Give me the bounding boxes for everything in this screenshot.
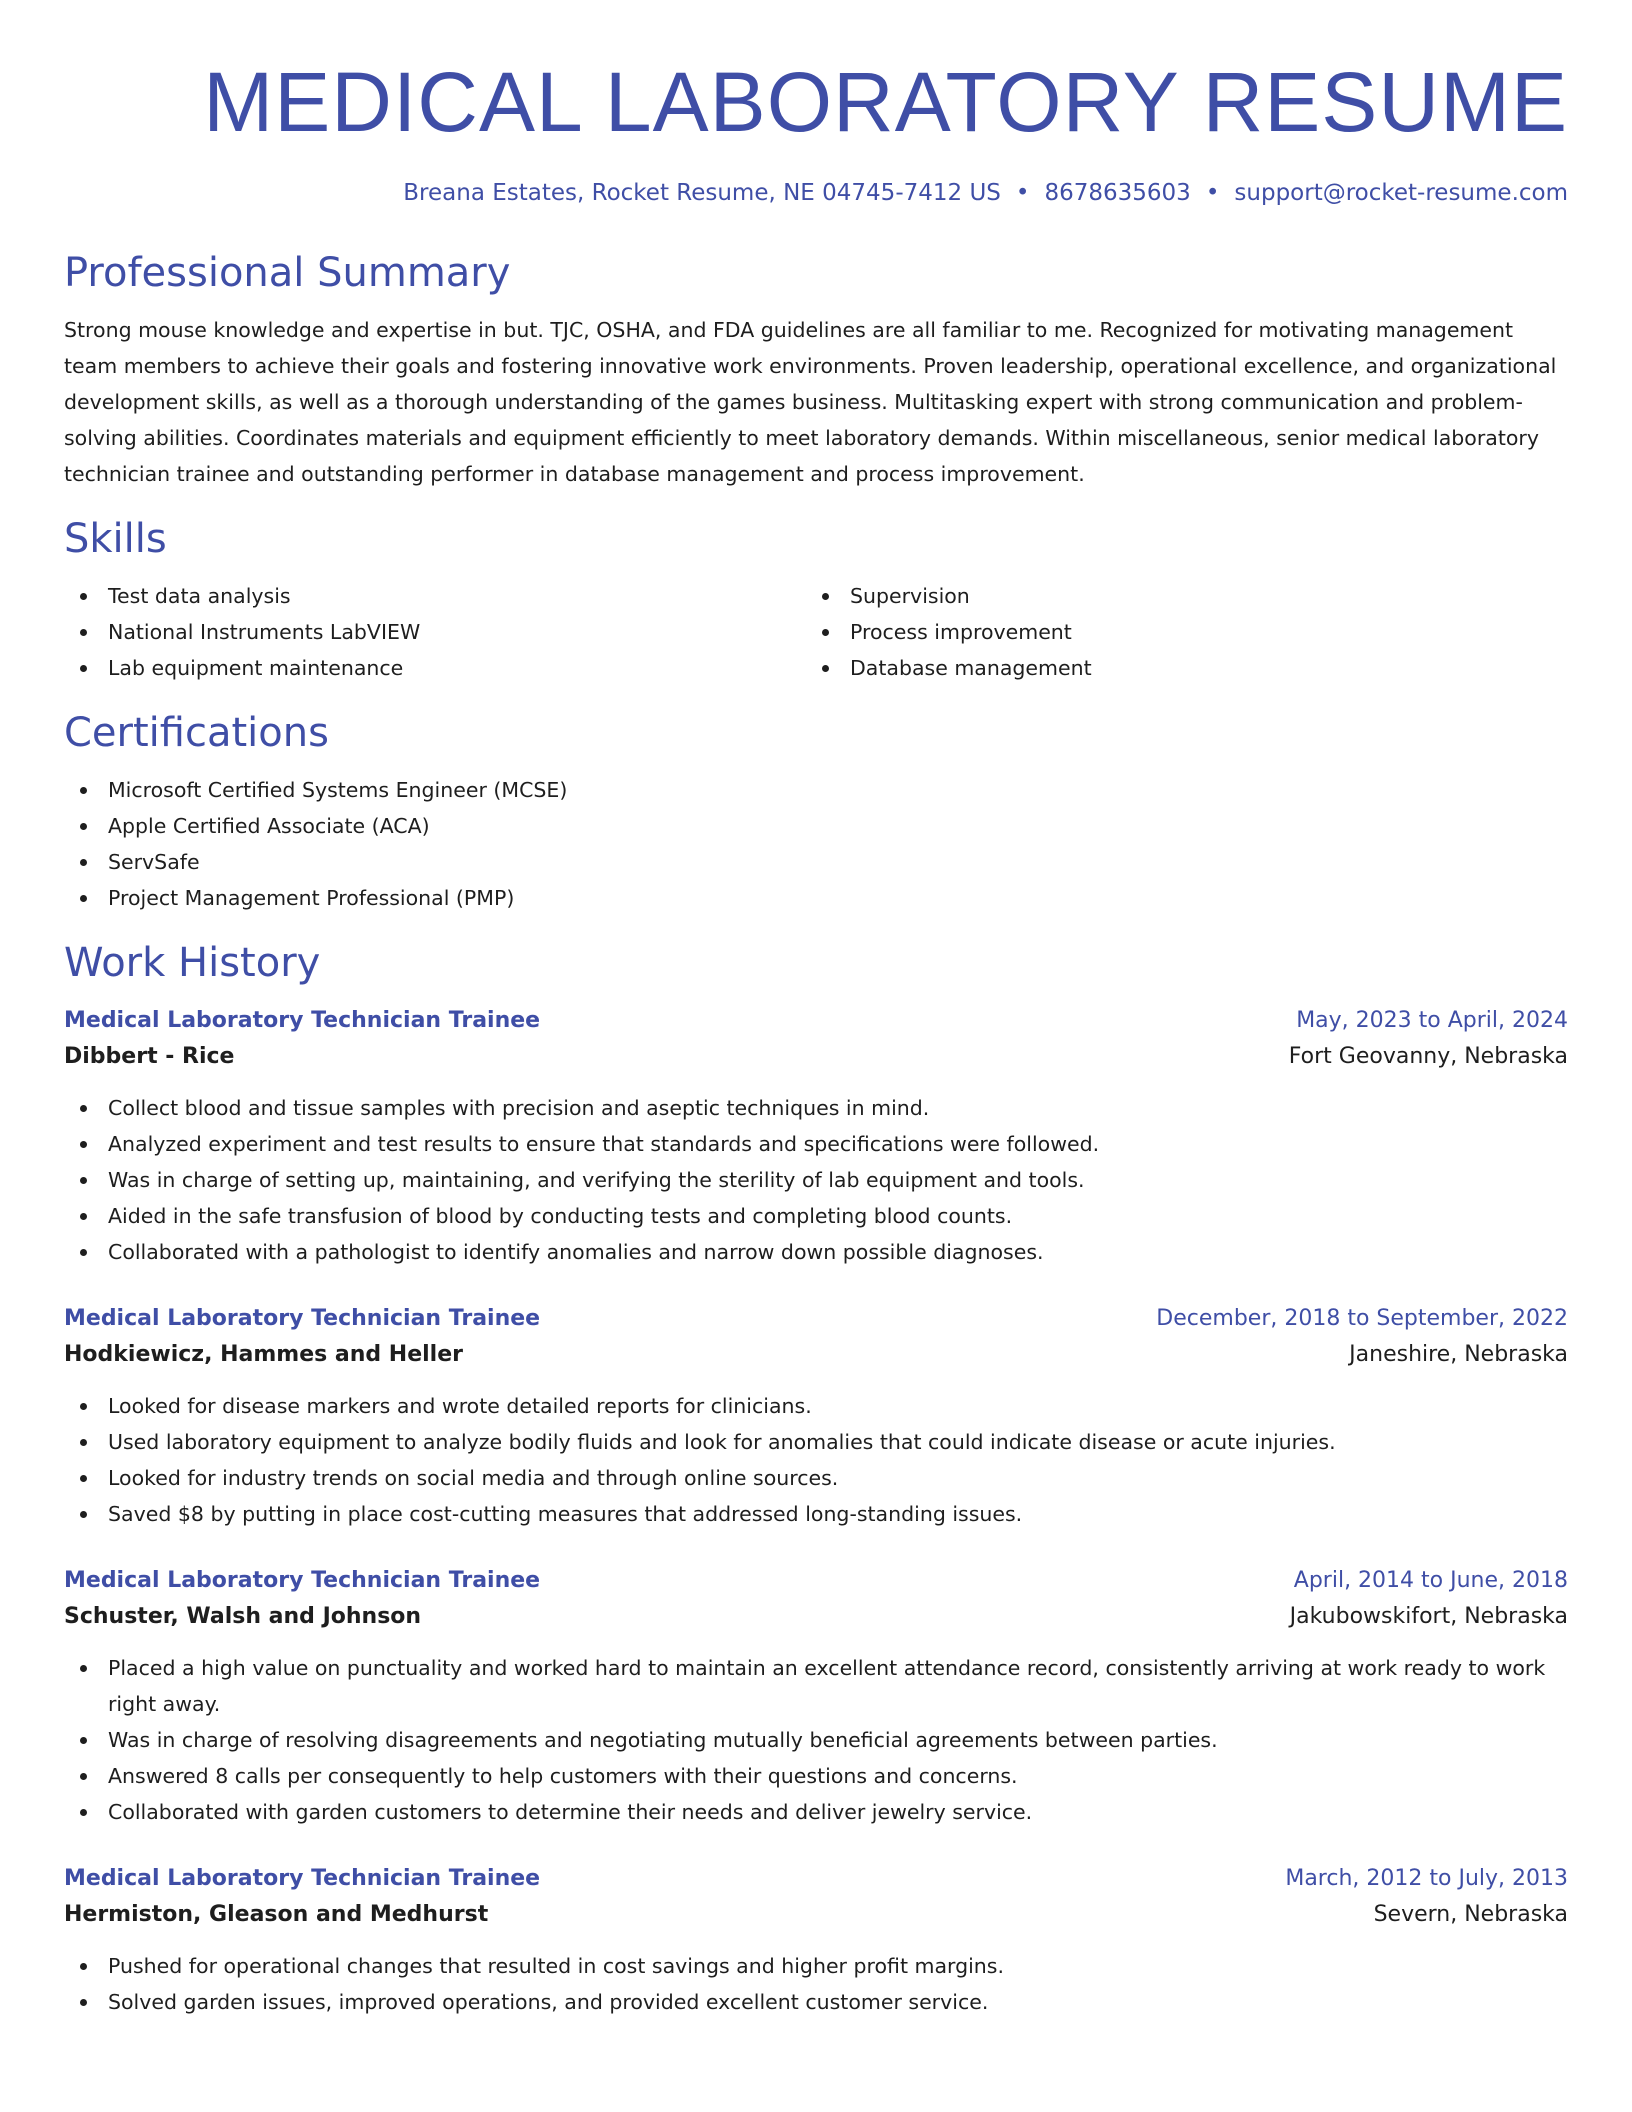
job-company-row xyxy=(64,1896,1568,1934)
resume-header xyxy=(64,0,1568,208)
job-title-row xyxy=(64,1564,1568,1598)
job-entry xyxy=(64,1302,1568,1532)
job-dates: April, 2014 to June, 2018 xyxy=(1293,1568,1568,1593)
job-bullet: Collect blood and tissue samples with precision and aseptic techniques in mind. xyxy=(64,1090,1568,1126)
job-bullet: Looked for industry trends on social media and through online sources. xyxy=(64,1460,1568,1496)
job-company: Hermiston, Gleason and Medhurst xyxy=(64,1902,489,1927)
job-bullets xyxy=(64,1650,1568,1830)
job-entry xyxy=(64,1004,1568,1270)
job-location: Jakubowskifort, Nebraska xyxy=(1289,1604,1568,1629)
job-company-row xyxy=(64,1038,1568,1076)
skill-item: National Instruments LabVIEW xyxy=(64,614,806,650)
job-company-row xyxy=(64,1598,1568,1636)
contact-separator: • xyxy=(1015,180,1030,206)
job-bullet: Was in charge of resolving disagreements and negotiating mutually beneficial agreements between parties. xyxy=(64,1722,1568,1758)
job-dates: May, 2023 to April, 2024 xyxy=(1296,1008,1568,1033)
contact-separator: • xyxy=(1205,180,1220,206)
job-bullet: Aided in the safe transfusion of blood by conducting tests and completing blood counts. xyxy=(64,1198,1568,1234)
job-bullets xyxy=(64,1388,1568,1532)
job-dates: December, 2018 to September, 2022 xyxy=(1156,1306,1568,1331)
certifications-list xyxy=(64,772,1568,916)
certification-item: Apple Certified Associate (ACA) xyxy=(64,808,1568,844)
job-bullet: Looked for disease markers and wrote detailed reports for clinicians. xyxy=(64,1388,1568,1424)
summary-section xyxy=(64,248,1568,492)
job-dates: March, 2012 to July, 2013 xyxy=(1285,1866,1568,1891)
skills-list-right xyxy=(806,578,1568,686)
job-title: Medical Laboratory Technician Trainee xyxy=(64,1866,541,1891)
skill-item: Process improvement xyxy=(806,614,1568,650)
certifications-section xyxy=(64,708,1568,916)
job-bullet: Collaborated with garden customers to determine their needs and deliver jewelry service. xyxy=(64,1794,1568,1830)
job-bullet: Was in charge of setting up, maintaining, and verifying the sterility of lab equipment and tools. xyxy=(64,1162,1568,1198)
contact-phone: 8678635603 xyxy=(1044,180,1191,206)
job-bullets xyxy=(64,1090,1568,1270)
skill-item: Lab equipment maintenance xyxy=(64,650,806,686)
skill-item: Database management xyxy=(806,650,1568,686)
job-title: Medical Laboratory Technician Trainee xyxy=(64,1306,541,1331)
job-entry xyxy=(64,1564,1568,1830)
job-title-row xyxy=(64,1004,1568,1038)
work-history-heading: Work History xyxy=(64,940,321,986)
job-location: Severn, Nebraska xyxy=(1373,1902,1568,1927)
job-location: Janeshire, Nebraska xyxy=(1349,1342,1568,1367)
contact-line xyxy=(64,178,1568,208)
skills-list-left xyxy=(64,578,806,686)
job-bullet: Used laboratory equipment to analyze bodily fluids and look for anomalies that could indicate disease or acute injuries. xyxy=(64,1424,1568,1460)
job-bullet: Analyzed experiment and test results to ensure that standards and specifications were followed. xyxy=(64,1126,1568,1162)
skills-grid xyxy=(64,578,1568,686)
job-bullet: Answered 8 calls per consequently to help customers with their questions and concerns. xyxy=(64,1758,1568,1794)
resume-title: MEDICAL LABORATORY RESUME xyxy=(203,55,1568,149)
job-title: Medical Laboratory Technician Trainee xyxy=(64,1568,541,1593)
certification-item: ServSafe xyxy=(64,844,1568,880)
job-title-row xyxy=(64,1862,1568,1896)
job-company: Hodkiewicz, Hammes and Heller xyxy=(64,1342,463,1367)
certifications-heading: Certifications xyxy=(64,710,329,756)
job-company-row xyxy=(64,1336,1568,1374)
certification-item: Microsoft Certified Systems Engineer (MCSE) xyxy=(64,772,1568,808)
job-bullet: Solved garden issues, improved operations, and provided excellent customer service. xyxy=(64,1984,1568,2020)
work-history-section xyxy=(64,938,1568,2020)
job-company: Dibbert - Rice xyxy=(64,1044,235,1069)
job-bullet: Pushed for operational changes that resulted in cost savings and higher profit margins. xyxy=(64,1948,1568,1984)
job-bullet: Placed a high value on punctuality and worked hard to maintain an excellent attendance record, consistently arriving at work ready to work right away. xyxy=(64,1650,1568,1722)
job-company: Schuster, Walsh and Johnson xyxy=(64,1604,422,1629)
summary-heading: Professional Summary xyxy=(64,250,511,296)
contact-address: Breana Estates, Rocket Resume, NE 04745-7412 US xyxy=(403,180,1001,206)
job-title: Medical Laboratory Technician Trainee xyxy=(64,1008,541,1033)
job-bullet: Collaborated with a pathologist to identify anomalies and narrow down possible diagnoses. xyxy=(64,1234,1568,1270)
job-title-row xyxy=(64,1302,1568,1336)
skills-heading: Skills xyxy=(64,516,167,562)
job-bullets xyxy=(64,1948,1568,2020)
job-bullet: Saved $8 by putting in place cost-cutting measures that addressed long-standing issues. xyxy=(64,1496,1568,1532)
contact-email: support@rocket-resume.com xyxy=(1234,180,1568,206)
job-location: Fort Geovanny, Nebraska xyxy=(1288,1044,1568,1069)
skill-item: Test data analysis xyxy=(64,578,806,614)
skills-section xyxy=(64,514,1568,686)
job-entry xyxy=(64,1862,1568,2020)
skill-item: Supervision xyxy=(806,578,1568,614)
certification-item: Project Management Professional (PMP) xyxy=(64,880,1568,916)
summary-text: Strong mouse knowledge and expertise in but. TJC, OSHA, and FDA guidelines are all familiar to me. Recognized for motivating management team members to achieve their goals and fostering innovative work environments. Proven leadership, operational excellence, and organizational development skills, as well as a thorough understanding of the games business. Multitasking expert with strong communication and problem-solving abilities. Coordinates materials and equipment efficiently to meet laboratory demands. Within miscellaneous, senior medical laboratory technician trainee and outstanding performer in database management and process improvement. xyxy=(64,318,1557,486)
